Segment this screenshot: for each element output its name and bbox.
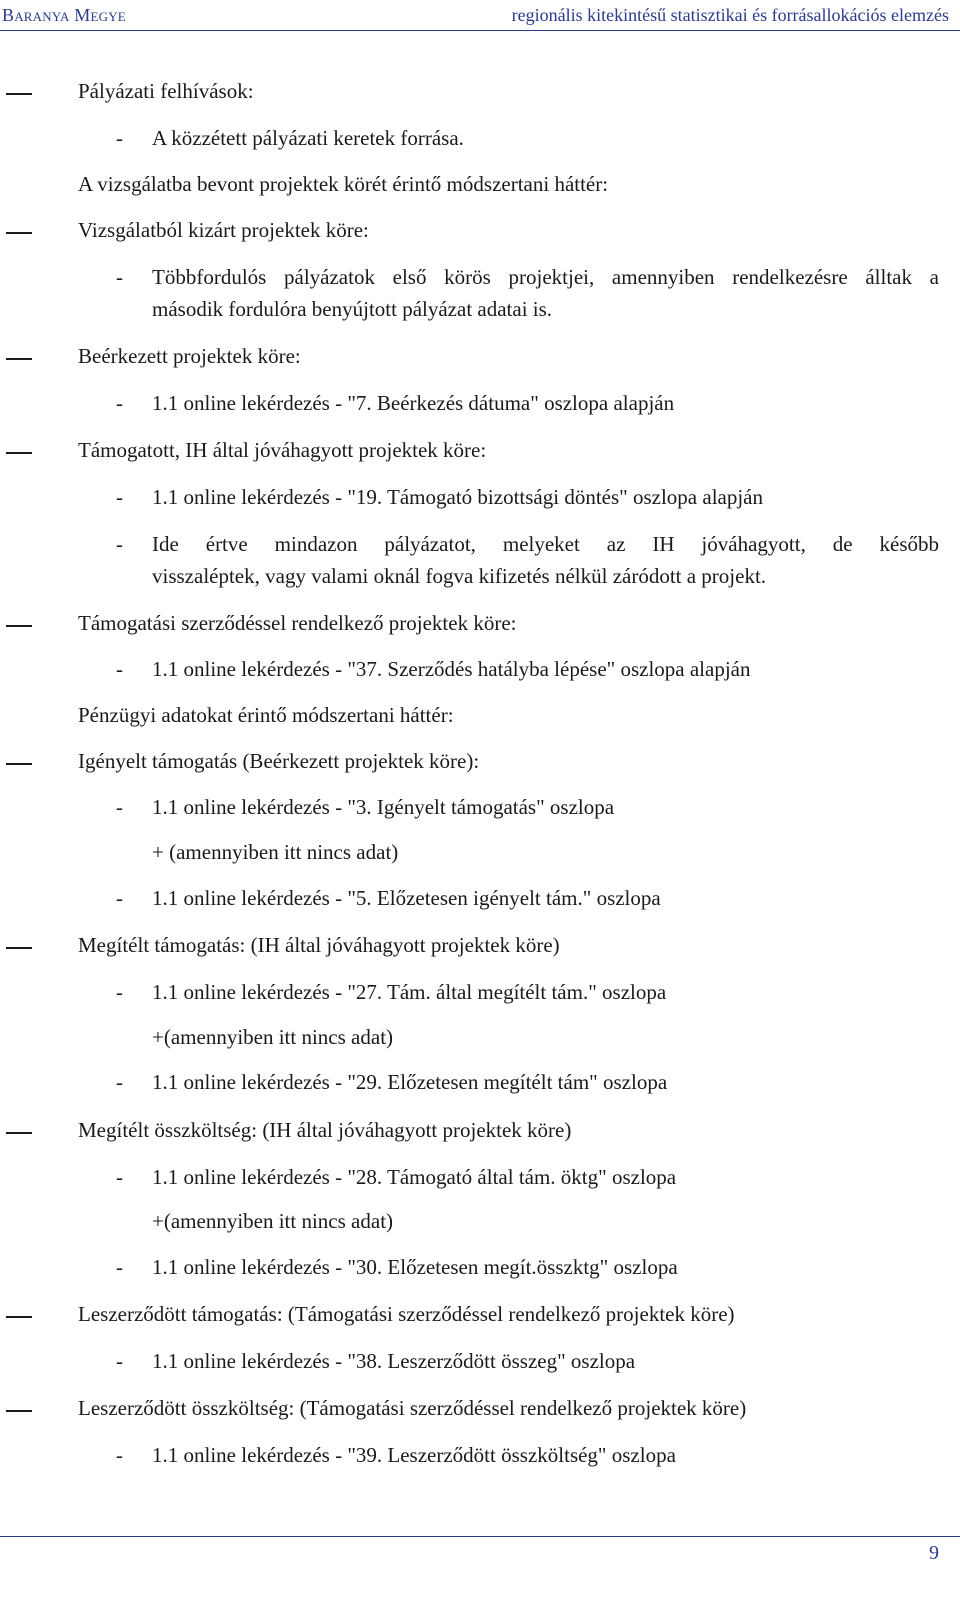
hyphen-marker: - [116, 980, 123, 1004]
hyphen-marker: - [116, 126, 123, 150]
bullet-heading: Igényelt támogatás (Beérkezett projektek köre): [78, 749, 480, 773]
sub-item-text: 1.1 online lekérdezés - "39. Leszerződött összköltség" oszlopa [152, 1443, 676, 1467]
dash-bullet-icon [6, 947, 32, 949]
sub-item-text: 1.1 online lekérdezés - "19. Támogató bizottsági döntés" oszlopa alapján [152, 485, 763, 509]
dash-bullet-icon [6, 358, 32, 360]
sub-item-text: 1.1 online lekérdezés - "5. Előzetesen igényelt tám." oszlopa [152, 886, 661, 910]
header-report-title: regionális kitekintésű statisztikai és forrásallokációs elemzés [511, 5, 949, 25]
hyphen-marker: - [116, 1349, 123, 1373]
sub-item-continuation: visszaléptek, vagy valami oknál fogva kifizetés nélkül záródott a projekt. [152, 564, 767, 588]
bullet-heading: Támogatási szerződéssel rendelkező projektek köre: [78, 611, 517, 635]
sub-item-text: 1.1 online lekérdezés - "7. Beérkezés dátuma" oszlopa alapján [152, 391, 675, 415]
bullet-heading: Vizsgálatból kizárt projektek köre: [78, 218, 369, 242]
bullet-heading: Megítélt támogatás: (IH által jóváhagyott projektek köre) [78, 933, 560, 957]
hyphen-marker: - [116, 795, 123, 819]
hyphen-marker: - [116, 532, 123, 556]
dash-bullet-icon [6, 625, 32, 627]
hyphen-marker: - [116, 485, 123, 509]
dash-bullet-icon [6, 93, 32, 95]
bullet-heading: Leszerződött összköltség: (Támogatási szerződéssel rendelkező projektek köre) [78, 1396, 747, 1420]
section-heading: A vizsgálatba bevont projektek körét érintő módszertani háttér: [78, 172, 609, 196]
sub-item-text: Ide értve mindazon pályázatot, melyeket az IH jóváhagyott, de később [152, 532, 939, 556]
sub-item-text: 1.1 online lekérdezés - "30. Előzetesen megít.összktg" oszlopa [152, 1255, 678, 1279]
sub-item-text: 1.1 online lekérdezés - "3. Igényelt támogatás" oszlopa [152, 795, 615, 819]
dash-bullet-icon [6, 1132, 32, 1134]
footer-rule [0, 1536, 960, 1537]
sub-item-text: 1.1 online lekérdezés - "29. Előzetesen megítélt tám" oszlopa [152, 1070, 668, 1094]
dash-bullet-icon [6, 1316, 32, 1318]
hyphen-marker: - [116, 1255, 123, 1279]
bullet-heading: Támogatott, IH által jóváhagyott projektek köre: [78, 438, 487, 462]
sub-item-text: 1.1 online lekérdezés - "38. Leszerződött összeg" oszlopa [152, 1349, 636, 1373]
sub-item-note: +(amennyiben itt nincs adat) [152, 1209, 394, 1233]
sub-item-note: +(amennyiben itt nincs adat) [152, 1025, 394, 1049]
sub-item-text: 1.1 online lekérdezés - "37. Szerződés hatályba lépése" oszlopa alapján [152, 657, 751, 681]
sub-item-text: 1.1 online lekérdezés - "28. Támogató által tám. öktg" oszlopa [152, 1165, 677, 1189]
hyphen-marker: - [116, 265, 123, 289]
page-number: 9 [929, 1542, 939, 1564]
hyphen-marker: - [116, 1165, 123, 1189]
dash-bullet-icon [6, 452, 32, 454]
hyphen-marker: - [116, 391, 123, 415]
hyphen-marker: - [116, 886, 123, 910]
section-heading: Pénzügyi adatokat érintő módszertani háttér: [78, 703, 454, 727]
dash-bullet-icon [6, 763, 32, 765]
bullet-heading: Megítélt összköltség: (IH által jóváhagyott projektek köre) [78, 1118, 572, 1142]
hyphen-marker: - [116, 1443, 123, 1467]
sub-item-text: Többfordulós pályázatok első körös projektjei, amennyiben rendelkezésre álltak a [152, 265, 939, 289]
sub-item-note: + (amennyiben itt nincs adat) [152, 840, 399, 864]
dash-bullet-icon [6, 232, 32, 234]
page-header [0, 0, 960, 31]
dash-bullet-icon [6, 1410, 32, 1412]
hyphen-marker: - [116, 657, 123, 681]
sub-item-continuation: második fordulóra benyújtott pályázat adatai is. [152, 297, 553, 321]
hyphen-marker: - [116, 1070, 123, 1094]
sub-item-text: 1.1 online lekérdezés - "27. Tám. által megítélt tám." oszlopa [152, 980, 667, 1004]
bullet-heading: Leszerződött támogatás: (Támogatási szerződéssel rendelkező projektek köre) [78, 1302, 735, 1326]
sub-item-text: A közzétett pályázati keretek forrása. [152, 126, 464, 150]
bullet-heading: Pályázati felhívások: [78, 79, 254, 103]
bullet-heading: Beérkezett projektek köre: [78, 344, 301, 368]
header-county-title: Baranya Megye [2, 5, 126, 25]
